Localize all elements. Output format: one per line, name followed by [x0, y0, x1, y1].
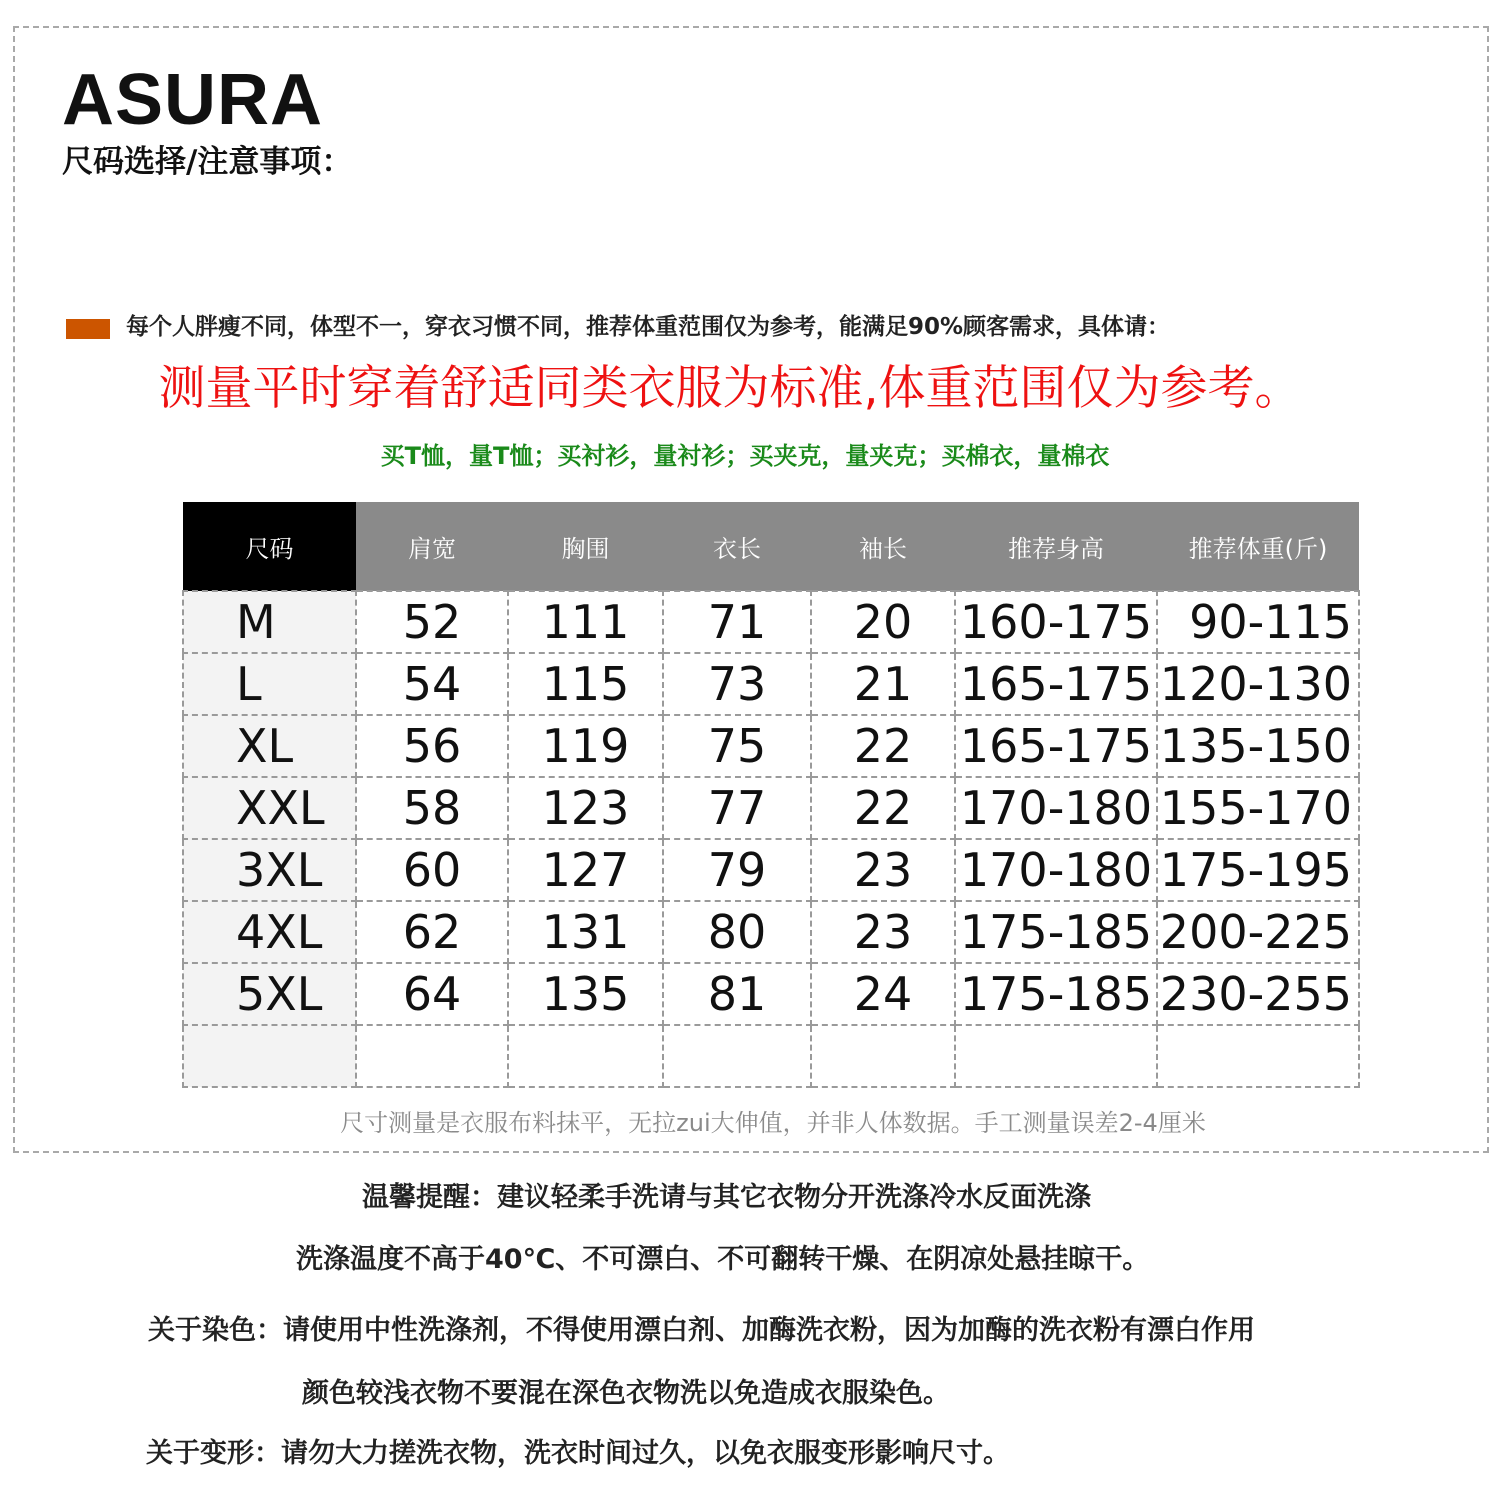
cell-height: 170-180: [955, 777, 1157, 839]
table-row: [183, 963, 1359, 1025]
notice-text: 每个人胖瘦不同，体型不一，穿衣习惯不同，推荐体重范围仅为参考，能满足90%顾客需求，具体请：: [126, 314, 1171, 340]
cell-height: 175-185: [955, 901, 1157, 963]
cell-weight: 90-115: [1157, 591, 1359, 653]
care-dyeing: 关于染色：请使用中性洗涤剂，不得使用漂白剂、加酶洗衣粉，因为加酶的洗衣粉有漂白作用: [148, 1315, 1255, 1346]
cell-weight: 230-255: [1157, 963, 1359, 1025]
cell-height: 160-175: [955, 591, 1157, 653]
cell-shoulder: 54: [356, 653, 508, 715]
cell-weight: 135-150: [1157, 715, 1359, 777]
table-row: [183, 777, 1359, 839]
size-table-header: [183, 502, 1359, 591]
table-row: [183, 901, 1359, 963]
page-subtitle: 尺码选择/注意事项：: [62, 144, 353, 180]
size-table-body: [183, 591, 1359, 1087]
cell-chest: 135: [508, 963, 663, 1025]
cell-shoulder: 58: [356, 777, 508, 839]
header-weight: 推荐体重(斤): [1157, 502, 1359, 591]
cell-sleeve: 22: [811, 715, 955, 777]
care-temperature: 洗涤温度不高于40℃、不可漂白、不可翻转干燥、在阴凉处悬挂晾干。: [296, 1244, 1150, 1275]
cell-length: [663, 1025, 811, 1087]
header-height: 推荐身高: [955, 502, 1157, 591]
brand-logo: ASURA: [62, 60, 324, 140]
cell-length: 75: [663, 715, 811, 777]
cell-size: 5XL: [183, 963, 356, 1025]
cell-sleeve: 22: [811, 777, 955, 839]
cell-sleeve: [811, 1025, 955, 1087]
care-deformation: 关于变形：请勿大力搓洗衣物，洗衣时间过久，以免衣服变形影响尺寸。: [146, 1438, 1010, 1469]
size-table: [182, 502, 1360, 1088]
cell-size: M: [183, 591, 356, 653]
measurement-footnote: 尺寸测量是衣服布料抹平，无拉zui大伸值，并非人体数据。手工测量误差2-4厘米: [340, 1109, 1206, 1137]
cell-shoulder: [356, 1025, 508, 1087]
cell-size: L: [183, 653, 356, 715]
cell-length: 79: [663, 839, 811, 901]
cell-sleeve: 20: [811, 591, 955, 653]
header-sleeve: 袖长: [811, 502, 955, 591]
cell-weight: 175-195: [1157, 839, 1359, 901]
cell-shoulder: 64: [356, 963, 508, 1025]
header-chest: 胸围: [508, 502, 663, 591]
cell-weight: 200-225: [1157, 901, 1359, 963]
measurement-tip: 买T恤，量T恤；买衬衫，量衬衫；买夹克，量夹克；买棉衣，量棉衣: [380, 442, 1110, 470]
cell-height: 165-175: [955, 715, 1157, 777]
table-row: [183, 715, 1359, 777]
header-shoulder: 肩宽: [356, 502, 508, 591]
cell-sleeve: 23: [811, 839, 955, 901]
cell-sleeve: 23: [811, 901, 955, 963]
cell-size: 4XL: [183, 901, 356, 963]
cell-height: [955, 1025, 1157, 1087]
header-size: 尺码: [183, 502, 356, 591]
cell-chest: [508, 1025, 663, 1087]
table-row: [183, 839, 1359, 901]
header-length: 衣长: [663, 502, 811, 591]
cell-chest: 131: [508, 901, 663, 963]
cell-length: 77: [663, 777, 811, 839]
cell-sleeve: 24: [811, 963, 955, 1025]
table-row: [183, 653, 1359, 715]
cell-weight: 120-130: [1157, 653, 1359, 715]
measurement-headline: 测量平时穿着舒适同类衣服为标准,体重范围仅为参考。: [158, 361, 1302, 416]
cell-weight: [1157, 1025, 1359, 1087]
table-row: [183, 591, 1359, 653]
care-reminder: 温馨提醒：建议轻柔手洗请与其它衣物分开洗涤冷水反面洗涤: [362, 1182, 1091, 1213]
cell-shoulder: 56: [356, 715, 508, 777]
cell-size: 3XL: [183, 839, 356, 901]
care-dyeing-note: 颜色较浅衣物不要混在深色衣物洗以免造成衣服染色。: [302, 1378, 950, 1409]
cell-size: XL: [183, 715, 356, 777]
cell-height: 175-185: [955, 963, 1157, 1025]
cell-shoulder: 52: [356, 591, 508, 653]
cell-chest: 123: [508, 777, 663, 839]
cell-size: [183, 1025, 356, 1087]
cell-shoulder: 60: [356, 839, 508, 901]
cell-height: 165-175: [955, 653, 1157, 715]
cell-weight: 155-170: [1157, 777, 1359, 839]
cell-shoulder: 62: [356, 901, 508, 963]
cell-chest: 119: [508, 715, 663, 777]
cell-chest: 127: [508, 839, 663, 901]
table-row-empty: [183, 1025, 1359, 1087]
cell-height: 170-180: [955, 839, 1157, 901]
cell-chest: 115: [508, 653, 663, 715]
cell-length: 80: [663, 901, 811, 963]
cell-length: 81: [663, 963, 811, 1025]
cell-length: 71: [663, 591, 811, 653]
cell-size: XXL: [183, 777, 356, 839]
cell-chest: 111: [508, 591, 663, 653]
cell-length: 73: [663, 653, 811, 715]
notice-marker-icon: [66, 319, 110, 339]
cell-sleeve: 21: [811, 653, 955, 715]
